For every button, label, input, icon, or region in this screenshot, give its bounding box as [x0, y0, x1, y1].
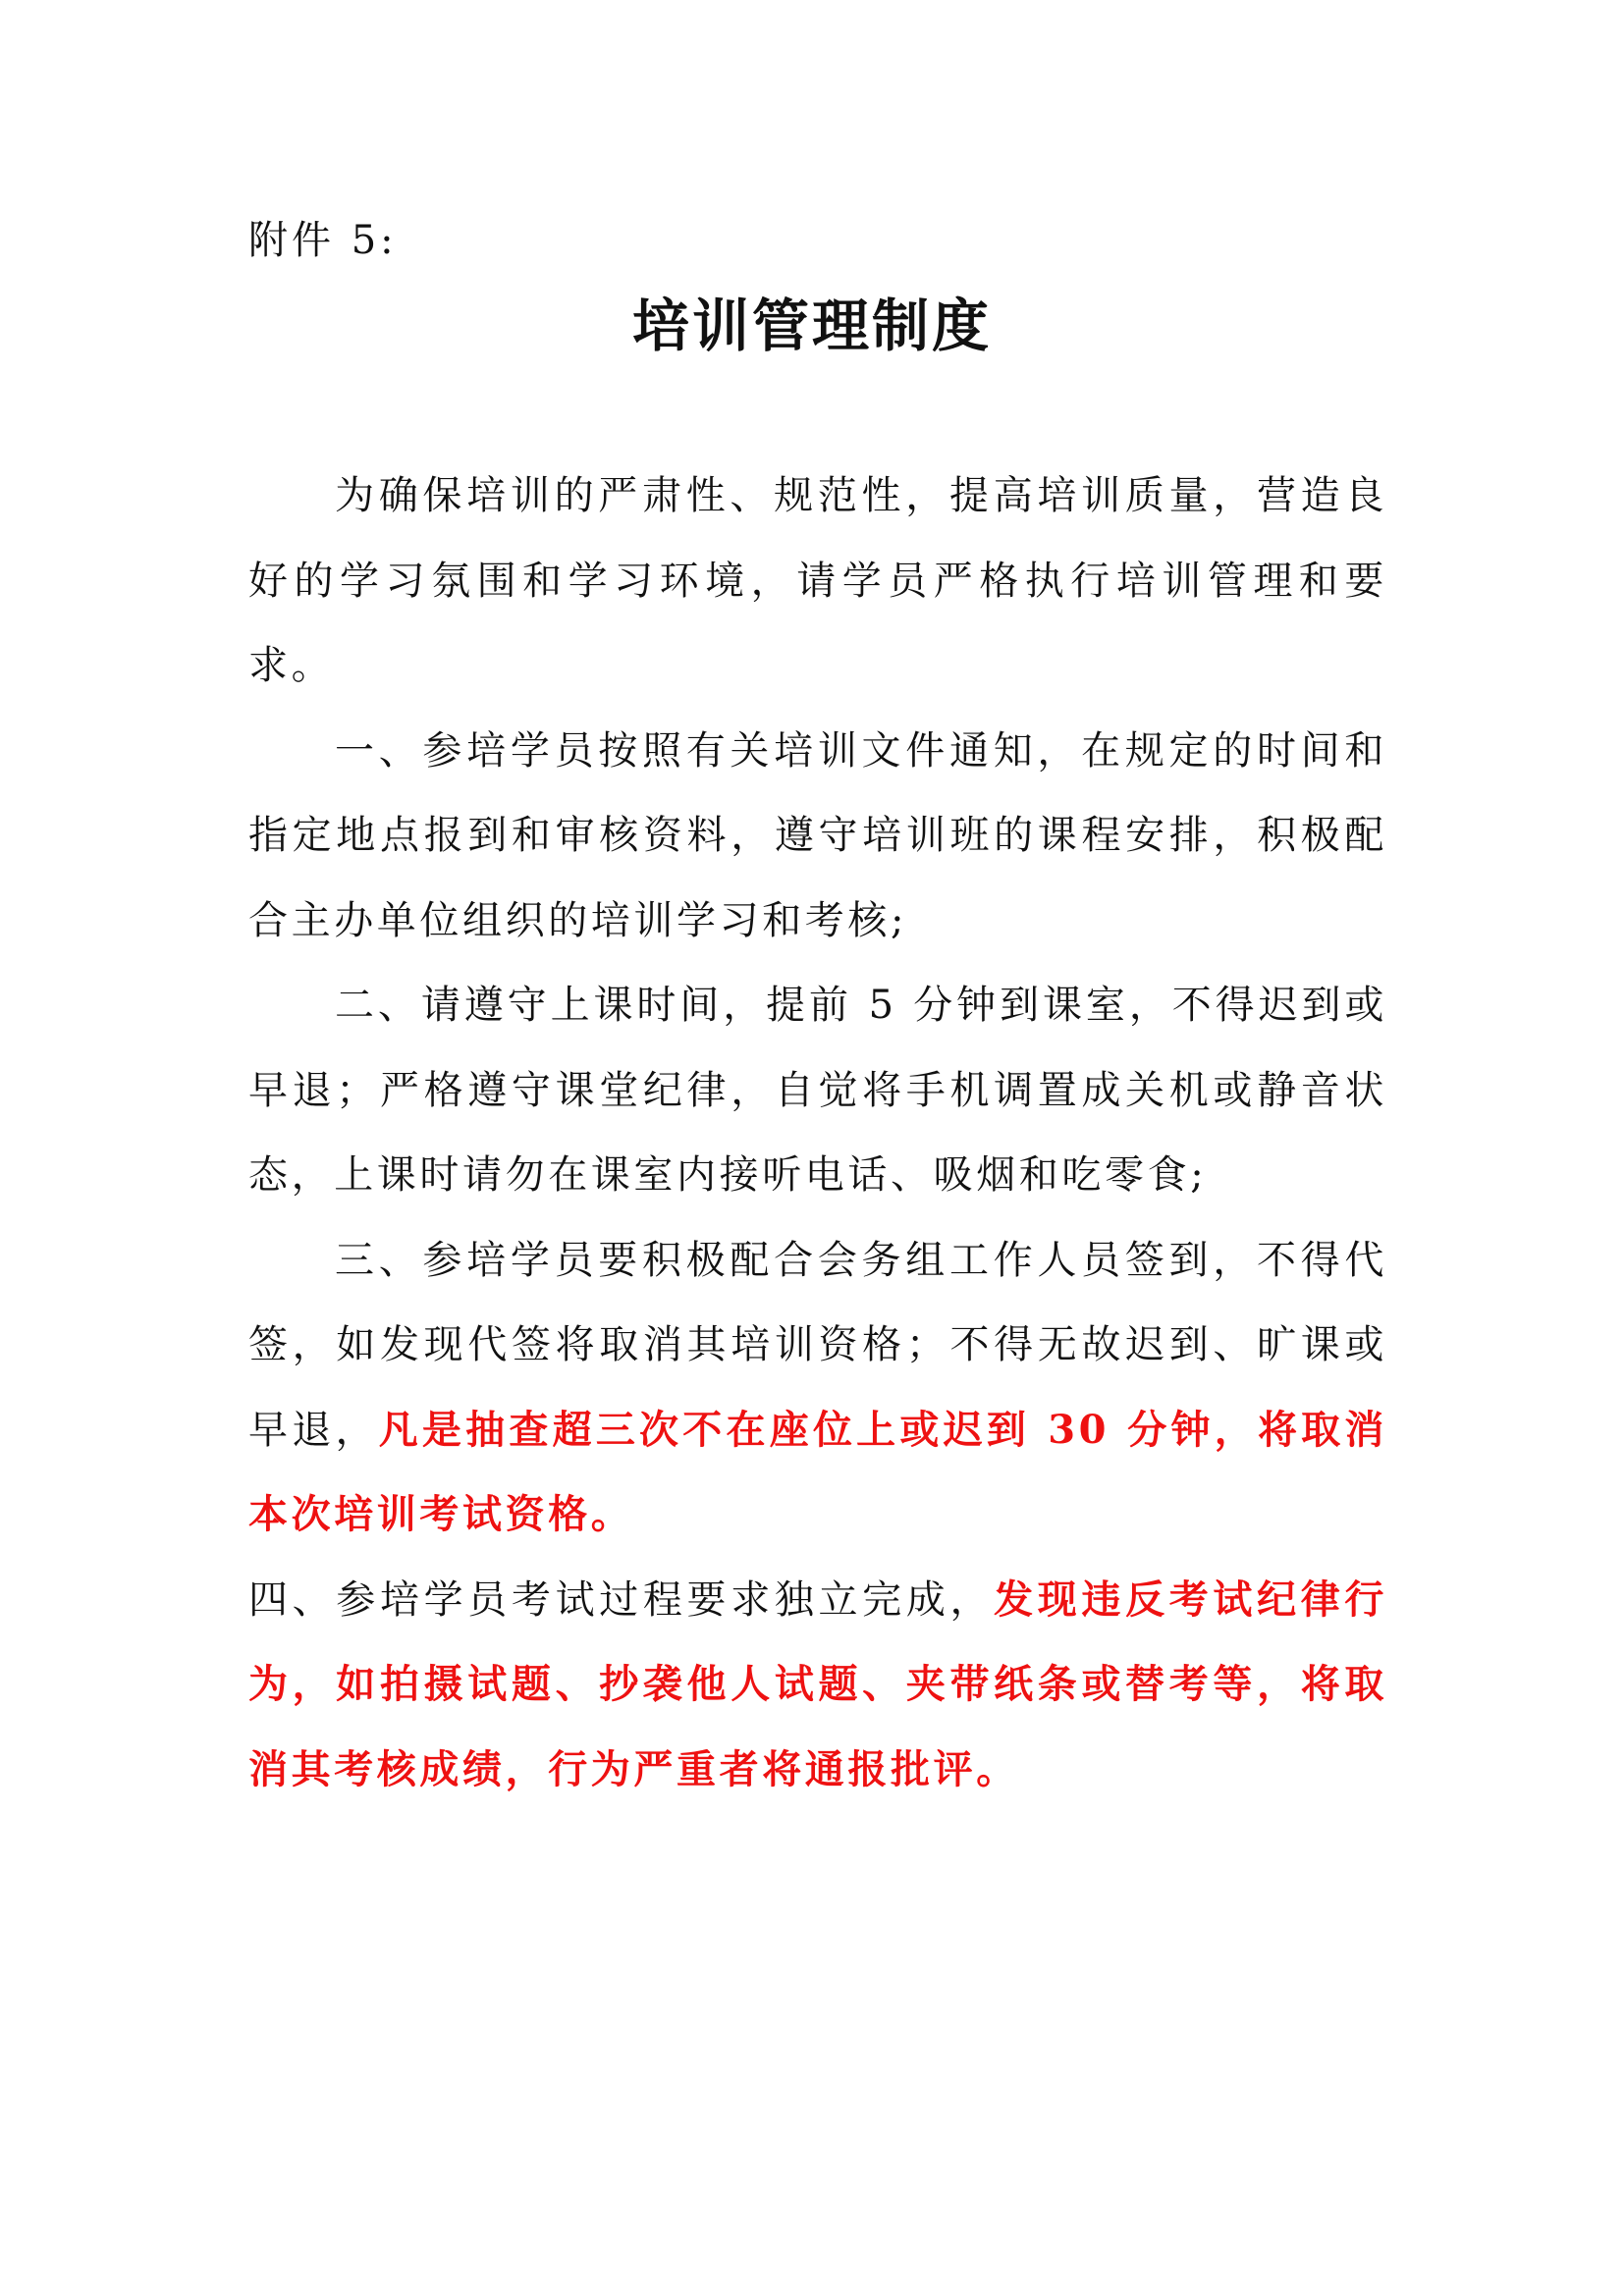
rule-item-4-emphasis: 发现违反考试纪律行为，如拍摄试题、抄袭他人试题、夹带纸条或替考等，将取消其考核成绩，行为严重者将通报批评。	[248, 1575, 1388, 1792]
attachment-label: 附件 5:	[248, 218, 398, 263]
rule-item-3-emphasis: 凡是抽查超三次不在座位上或迟到 30 分钟，将取消本次培训考试资格。	[248, 1406, 1387, 1537]
document-title: 培训管理制度	[631, 293, 992, 359]
rule-item-3	[248, 1218, 1387, 1558]
document-body	[248, 454, 1387, 1812]
rule-item-2: 二、请遵守上课时间，提前 5 分钟到课室，不得迟到或早退；严格遵守课堂纪律，自觉将手机调置成关机或静音状态，上课时请勿在课室内接听电话、吸烟和吃零食;	[248, 983, 1387, 1198]
intro-paragraph: 为确保培训的严肃性、规范性，提高培训质量，营造良好的学习氛围和学习环境，请学员严格执行培训管理和要求。	[248, 473, 1387, 688]
rule-item-4-text: 四、参培学员考试过程要求独立完成，	[248, 1576, 995, 1623]
rule-item-1: 一、参培学员按照有关培训文件通知，在规定的时间和指定地点报到和审核资料，遵守培训班的课程安排，积极配合主办单位组织的培训学习和考核;	[248, 727, 1387, 943]
rule-item-3-text: 三、参培学员要积极配合会务组工作人员签到，不得代签，如发现代签将取消其培训资格；不得无故迟到、旷课或早退，	[248, 1237, 1387, 1453]
rule-item-4	[248, 1558, 1387, 1813]
